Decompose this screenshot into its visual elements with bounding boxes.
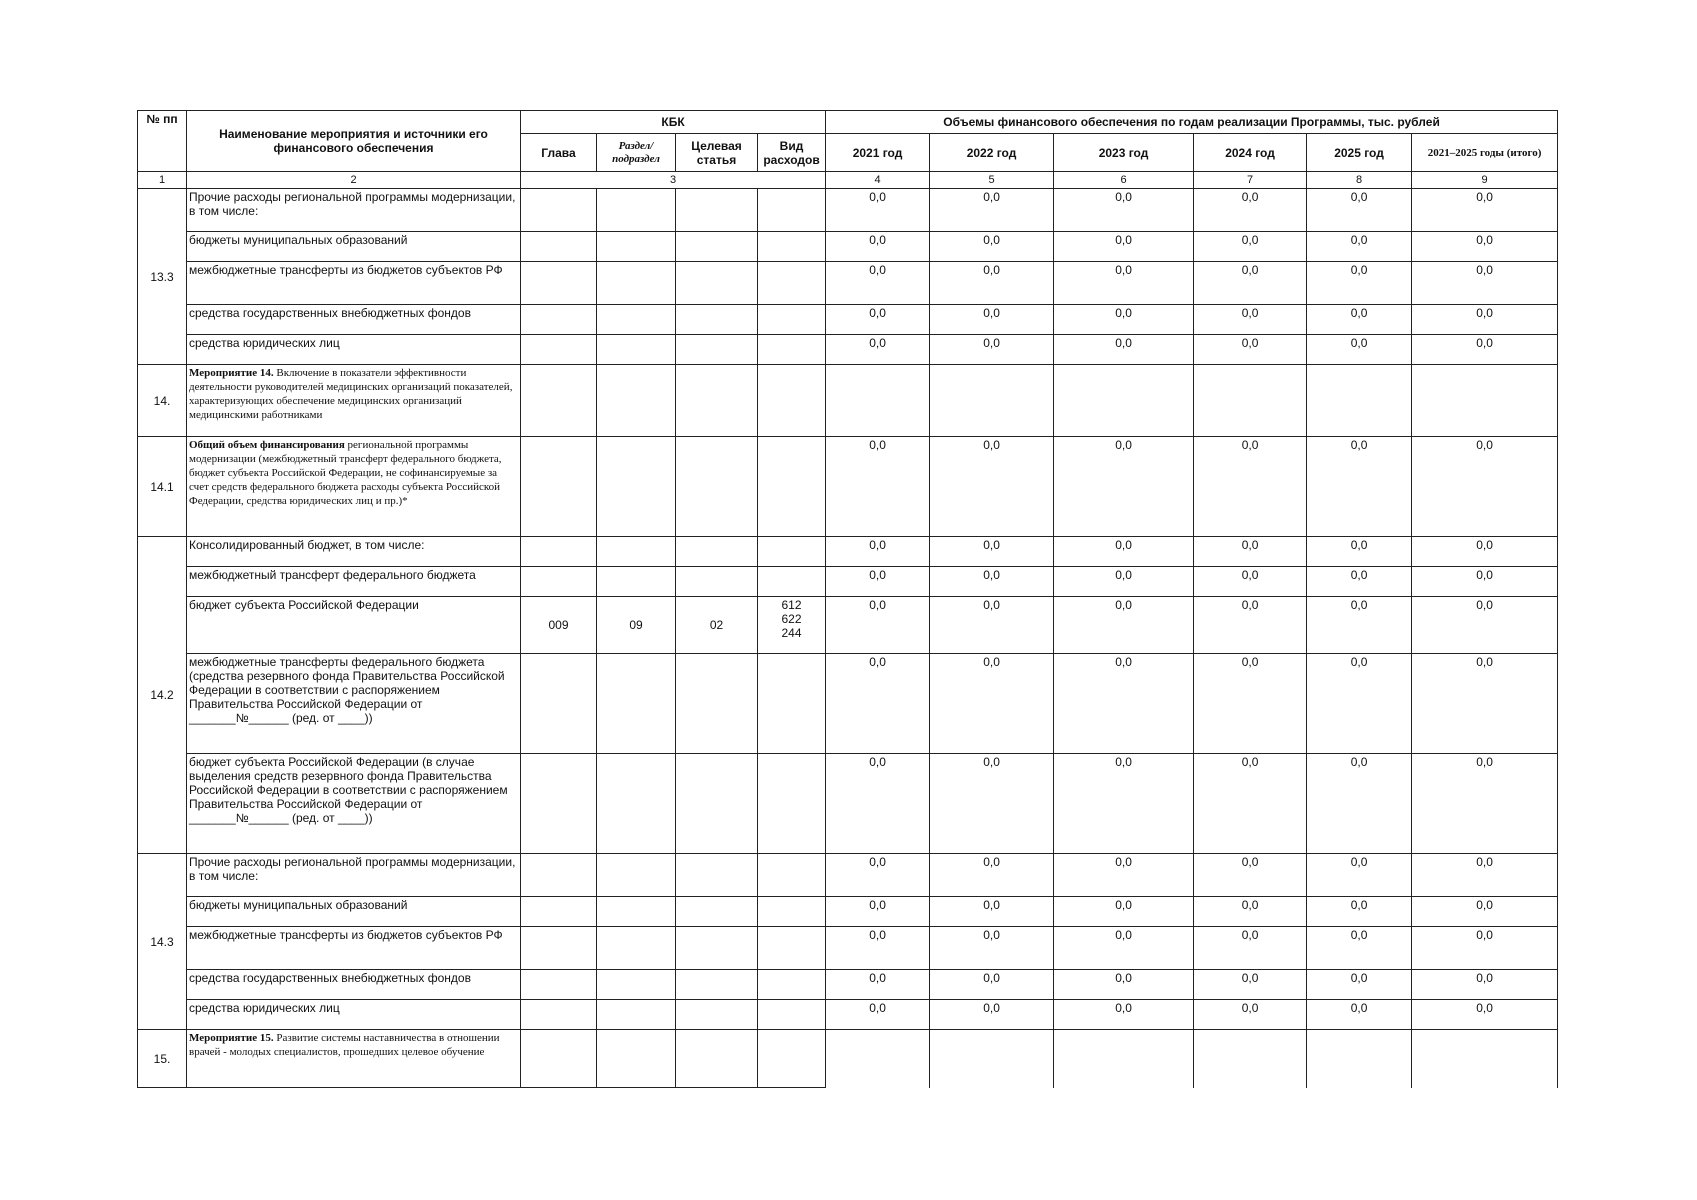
header-razdel-top: Раздел/	[618, 139, 654, 152]
amount-cell: 0,0	[826, 262, 930, 305]
table-row	[138, 437, 1558, 537]
amount-cell: 0,0	[930, 854, 1054, 897]
amount-cell: 0,0	[1194, 654, 1307, 754]
amount-cell: 0,0	[930, 970, 1054, 1000]
event-title: Мероприятие 15.	[189, 1032, 274, 1044]
amount-cell: 0,0	[826, 754, 930, 854]
funding-table	[137, 110, 1558, 1088]
table-row	[138, 305, 1558, 335]
kbk-glava: 009	[521, 597, 597, 654]
amount-cell: 0,0	[826, 854, 930, 897]
amount-cell: 0,0	[1307, 305, 1412, 335]
column-numbers-row	[138, 172, 1558, 189]
amount-cell: 0,0	[1307, 897, 1412, 927]
header-razdel	[597, 134, 676, 172]
amount-cell: 0,0	[826, 970, 930, 1000]
amount-cell: 0,0	[826, 897, 930, 927]
col-number: 1	[138, 172, 187, 189]
header-celevaya: Целевая статья	[676, 134, 758, 172]
event-title: Мероприятие 14.	[189, 367, 274, 379]
amount-cell: 0,0	[1307, 537, 1412, 567]
header-year-2024: 2024 год	[1194, 134, 1307, 172]
amount-cell: 0,0	[1054, 305, 1194, 335]
amount-cell: 0,0	[930, 1000, 1054, 1030]
header-vid: Вид расходов	[758, 134, 826, 172]
kbk-celevaya: 02	[676, 597, 758, 654]
table-row	[138, 754, 1558, 854]
amount-cell: 0,0	[1412, 897, 1558, 927]
amount-cell: 0,0	[1194, 305, 1307, 335]
amount-cell: 0,0	[1194, 437, 1307, 537]
row-label: межбюджетные трансферты федерального бюджета (средства резервного фонда Правительства Российской Федерации в соответствии с распоряжением Правительства Российской Федерации от _______№______ (ред. от ____))	[187, 654, 521, 754]
amount-cell: 0,0	[1307, 189, 1412, 232]
amount-cell: 0,0	[1194, 597, 1307, 654]
amount-cell: 0,0	[1307, 335, 1412, 365]
header-year-2025: 2025 год	[1307, 134, 1412, 172]
col-number: 3	[521, 172, 826, 189]
table-row	[138, 232, 1558, 262]
amount-cell: 0,0	[826, 335, 930, 365]
amount-cell: 0,0	[930, 897, 1054, 927]
header-year-2021: 2021 год	[826, 134, 930, 172]
kbk-vid	[758, 597, 826, 654]
row-number: 14.1	[138, 437, 187, 537]
row-label: межбюджетный трансферт федерального бюджета	[187, 567, 521, 597]
row-label: межбюджетные трансферты из бюджетов субъектов РФ	[187, 927, 521, 970]
table-row	[138, 927, 1558, 970]
header-name: Наименование мероприятия и источники его финансового обеспечения	[187, 111, 521, 172]
amount-cell: 0,0	[1412, 854, 1558, 897]
amount-cell: 0,0	[930, 189, 1054, 232]
table-row	[138, 262, 1558, 305]
kbk-vid-code: 244	[781, 626, 802, 640]
amount-cell: 0,0	[826, 189, 930, 232]
amount-cell: 0,0	[1412, 537, 1558, 567]
col-number: 4	[826, 172, 930, 189]
amount-cell: 0,0	[1412, 232, 1558, 262]
amount-cell: 0,0	[1054, 754, 1194, 854]
amount-cell: 0,0	[1054, 654, 1194, 754]
amount-cell: 0,0	[826, 927, 930, 970]
amount-cell: 0,0	[1054, 567, 1194, 597]
amount-cell: 0,0	[930, 567, 1054, 597]
amount-cell: 0,0	[1412, 437, 1558, 537]
row-label: Консолидированный бюджет, в том числе:	[187, 537, 521, 567]
amount-cell: 0,0	[930, 927, 1054, 970]
row-label: межбюджетные трансферты из бюджетов субъектов РФ	[187, 262, 521, 305]
amount-cell: 0,0	[1054, 232, 1194, 262]
amount-cell: 0,0	[1412, 927, 1558, 970]
amount-cell: 0,0	[1054, 597, 1194, 654]
amount-cell: 0,0	[1054, 262, 1194, 305]
amount-cell: 0,0	[1412, 754, 1558, 854]
row-number: 15.	[138, 1030, 187, 1088]
table-row	[138, 537, 1558, 567]
amount-cell: 0,0	[1054, 854, 1194, 897]
row-label: средства юридических лиц	[187, 1000, 521, 1030]
amount-cell: 0,0	[930, 335, 1054, 365]
header-row-1	[138, 111, 1558, 134]
amount-cell: 0,0	[1412, 305, 1558, 335]
amount-cell: 0,0	[826, 305, 930, 335]
amount-cell: 0,0	[1054, 897, 1194, 927]
table-row	[138, 189, 1558, 232]
amount-cell: 0,0	[1054, 1000, 1194, 1030]
amount-cell: 0,0	[1194, 1000, 1307, 1030]
row-number: 14.	[138, 365, 187, 437]
amount-cell: 0,0	[826, 437, 930, 537]
header-pp: № пп	[138, 111, 187, 172]
amount-cell: 0,0	[930, 262, 1054, 305]
table-row	[138, 597, 1558, 654]
row-label: средства юридических лиц	[187, 335, 521, 365]
amount-cell: 0,0	[1412, 567, 1558, 597]
amount-cell: 0,0	[1307, 232, 1412, 262]
table-row	[138, 567, 1558, 597]
amount-cell: 0,0	[1307, 927, 1412, 970]
amount-cell: 0,0	[1194, 927, 1307, 970]
amount-cell: 0,0	[1307, 437, 1412, 537]
row-label: Прочие расходы региональной программы модернизации, в том числе:	[187, 189, 521, 232]
amount-cell: 0,0	[1307, 970, 1412, 1000]
amount-cell: 0,0	[1194, 754, 1307, 854]
amount-cell: 0,0	[826, 567, 930, 597]
amount-cell: 0,0	[826, 1000, 930, 1030]
table-row	[138, 1000, 1558, 1030]
amount-cell: 0,0	[1054, 335, 1194, 365]
amount-cell: 0,0	[930, 305, 1054, 335]
amount-cell: 0,0	[1054, 537, 1194, 567]
row-text: региональной программы модернизации (межбюджетный трансферт федерального бюджета, бюджет субъекта Российской Федерации, не софинансируемые за счет средств федерального бюджета расходы субъекта Российской Федерации, средства юридических лиц и пр.)*	[189, 439, 502, 507]
amount-cell: 0,0	[1194, 262, 1307, 305]
amount-cell: 0,0	[1307, 597, 1412, 654]
amount-cell: 0,0	[930, 232, 1054, 262]
col-number: 2	[187, 172, 521, 189]
amount-cell: 0,0	[1054, 189, 1194, 232]
amount-cell: 0,0	[930, 754, 1054, 854]
table-row	[138, 854, 1558, 897]
kbk-razdel: 09	[597, 597, 676, 654]
row-label: Прочие расходы региональной программы модернизации, в том числе:	[187, 854, 521, 897]
header-kbk: КБК	[521, 111, 826, 134]
row-number: 14.2	[138, 537, 187, 854]
header-year-2023: 2023 год	[1054, 134, 1194, 172]
amount-cell: 0,0	[1307, 567, 1412, 597]
amount-cell: 0,0	[930, 597, 1054, 654]
header-razdel-bottom: подраздел	[612, 152, 660, 165]
table-row	[138, 365, 1558, 437]
amount-cell: 0,0	[1194, 567, 1307, 597]
amount-cell: 0,0	[1412, 654, 1558, 754]
amount-cell: 0,0	[1194, 854, 1307, 897]
row-title: Общий объем финансирования	[189, 439, 345, 451]
kbk-vid-code: 622	[781, 612, 802, 626]
amount-cell: 0,0	[1194, 335, 1307, 365]
row-label	[187, 365, 521, 437]
header-glava: Глава	[521, 134, 597, 172]
row-label: бюджет субъекта Российской Федерации (в случае выделения средств резервного фонда Правительства Российской Федерации в соответствии с распоряжением Правительства Российской Федерации от _______№______ (ред. от ____))	[187, 754, 521, 854]
event-text: Включение в показатели эффективности деятельности руководителей медицинских организаций показателей, характеризующих обеспечение медицинских организаций медицинскими работниками	[189, 367, 513, 421]
amount-cell: 0,0	[930, 437, 1054, 537]
amount-cell: 0,0	[1412, 189, 1558, 232]
amount-cell: 0,0	[1412, 262, 1558, 305]
table-row	[138, 970, 1558, 1000]
amount-cell: 0,0	[1307, 654, 1412, 754]
amount-cell: 0,0	[1412, 335, 1558, 365]
amount-cell: 0,0	[1412, 597, 1558, 654]
row-label: бюджет субъекта Российской Федерации	[187, 597, 521, 654]
amount-cell: 0,0	[826, 537, 930, 567]
amount-cell: 0,0	[1194, 537, 1307, 567]
row-label: бюджеты муниципальных образований	[187, 232, 521, 262]
event-text: Развитие системы наставничества в отношении врачей - молодых специалистов, прошедших целевое обучение	[189, 1032, 500, 1058]
amount-cell: 0,0	[1194, 970, 1307, 1000]
amount-cell: 0,0	[1054, 970, 1194, 1000]
amount-cell: 0,0	[1307, 1000, 1412, 1030]
amount-cell: 0,0	[1194, 189, 1307, 232]
row-label	[187, 437, 521, 537]
amount-cell: 0,0	[930, 654, 1054, 754]
row-label: средства государственных внебюджетных фондов	[187, 305, 521, 335]
col-number: 8	[1307, 172, 1412, 189]
amount-cell: 0,0	[826, 597, 930, 654]
amount-cell: 0,0	[1307, 854, 1412, 897]
table-row	[138, 1030, 1558, 1088]
row-number: 13.3	[138, 189, 187, 365]
kbk-vid-code: 612	[781, 598, 802, 612]
amount-cell: 0,0	[1194, 232, 1307, 262]
table-row	[138, 335, 1558, 365]
row-label: бюджеты муниципальных образований	[187, 897, 521, 927]
col-number: 5	[930, 172, 1054, 189]
header-year-2022: 2022 год	[930, 134, 1054, 172]
col-number: 9	[1412, 172, 1558, 189]
header-volumes: Объемы финансового обеспечения по годам реализации Программы, тыс. рублей	[826, 111, 1558, 134]
amount-cell: 0,0	[826, 654, 930, 754]
table-row	[138, 897, 1558, 927]
row-label	[187, 1030, 521, 1088]
table-row	[138, 654, 1558, 754]
amount-cell: 0,0	[1054, 437, 1194, 537]
amount-cell: 0,0	[1412, 1000, 1558, 1030]
header-year-total: 2021–2025 годы (итого)	[1412, 134, 1558, 172]
row-label: средства государственных внебюджетных фондов	[187, 970, 521, 1000]
col-number: 6	[1054, 172, 1194, 189]
amount-cell: 0,0	[1054, 927, 1194, 970]
col-number: 7	[1194, 172, 1307, 189]
amount-cell: 0,0	[1412, 970, 1558, 1000]
amount-cell: 0,0	[930, 537, 1054, 567]
amount-cell: 0,0	[1307, 262, 1412, 305]
amount-cell: 0,0	[1194, 897, 1307, 927]
amount-cell: 0,0	[826, 232, 930, 262]
amount-cell: 0,0	[1307, 754, 1412, 854]
row-number: 14.3	[138, 854, 187, 1030]
